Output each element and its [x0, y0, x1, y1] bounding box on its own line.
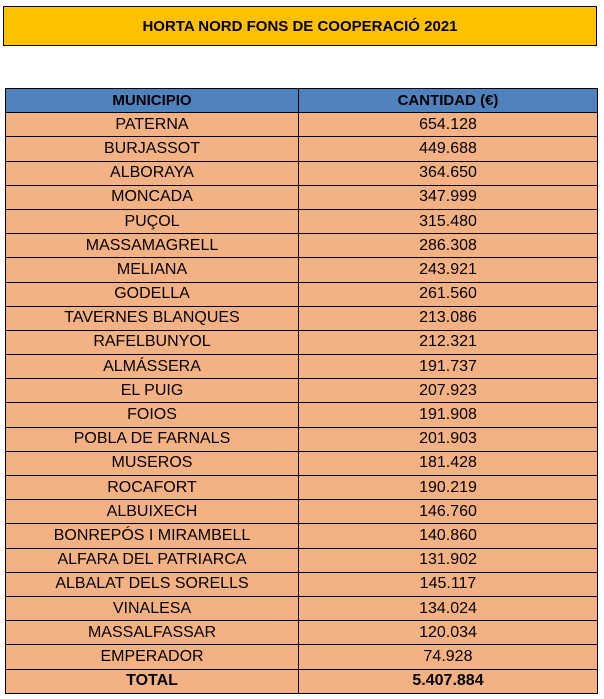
- table-row: [6, 548, 598, 572]
- table-row: [6, 451, 598, 475]
- cantidad-cell: 212.321: [299, 330, 598, 354]
- table-row: [6, 645, 598, 669]
- table-row: [6, 621, 598, 645]
- table-row: [6, 137, 598, 161]
- cantidad-cell: 145.117: [299, 572, 598, 596]
- table-row: [6, 355, 598, 379]
- table-row: [6, 596, 598, 620]
- cantidad-cell: 207.923: [299, 379, 598, 403]
- cantidad-cell: 315.480: [299, 209, 598, 233]
- cantidad-cell: 74.928: [299, 645, 598, 669]
- table-row: [6, 330, 598, 354]
- total-row: [6, 669, 598, 693]
- municipio-cell: ALBALAT DELS SORELLS: [6, 572, 299, 596]
- municipio-cell: ALBORAYA: [6, 161, 299, 185]
- table-row: [6, 234, 598, 258]
- municipio-cell: ALFARA DEL PATRIARCA: [6, 548, 299, 572]
- municipio-cell: GODELLA: [6, 282, 299, 306]
- cantidad-cell: 140.860: [299, 524, 598, 548]
- cantidad-cell: 134.024: [299, 596, 598, 620]
- total-label: TOTAL: [6, 669, 299, 693]
- cantidad-cell: 201.903: [299, 427, 598, 451]
- table-row: [6, 500, 598, 524]
- municipio-cell: BURJASSOT: [6, 137, 299, 161]
- table-header-row: [6, 89, 598, 113]
- table-row: [6, 572, 598, 596]
- table-row: [6, 476, 598, 500]
- table-row: [6, 282, 598, 306]
- municipio-cell: RAFELBUNYOL: [6, 330, 299, 354]
- table-row: [6, 306, 598, 330]
- cantidad-cell: 131.902: [299, 548, 598, 572]
- municipio-cell: TAVERNES BLANQUES: [6, 306, 299, 330]
- municipio-cell: EL PUIG: [6, 379, 299, 403]
- table-row: [6, 161, 598, 185]
- cantidad-cell: 261.560: [299, 282, 598, 306]
- municipio-cell: ALBUIXECH: [6, 500, 299, 524]
- municipio-cell: POBLA DE FARNALS: [6, 427, 299, 451]
- municipio-cell: FOIOS: [6, 403, 299, 427]
- cantidad-cell: 181.428: [299, 451, 598, 475]
- table-row: [6, 403, 598, 427]
- table-body: [6, 113, 598, 669]
- municipio-cell: ALMÁSSERA: [6, 355, 299, 379]
- municipio-cell: MONCADA: [6, 185, 299, 209]
- cantidad-cell: 146.760: [299, 500, 598, 524]
- cantidad-cell: 654.128: [299, 113, 598, 137]
- table-row: [6, 258, 598, 282]
- table-row: [6, 427, 598, 451]
- table-row: [6, 185, 598, 209]
- municipio-cell: MASSALFASSAR: [6, 621, 299, 645]
- municipio-cell: MELIANA: [6, 258, 299, 282]
- total-value: 5.407.884: [299, 669, 598, 693]
- municipio-cell: MASSAMAGRELL: [6, 234, 299, 258]
- cantidad-cell: 120.034: [299, 621, 598, 645]
- municipio-cell: PUÇOL: [6, 209, 299, 233]
- table-row: [6, 379, 598, 403]
- column-header-cantidad: CANTIDAD (€): [299, 89, 598, 113]
- municipio-cell: EMPERADOR: [6, 645, 299, 669]
- cantidad-cell: 286.308: [299, 234, 598, 258]
- cantidad-cell: 243.921: [299, 258, 598, 282]
- funds-table: [5, 88, 598, 694]
- municipio-cell: ROCAFORT: [6, 476, 299, 500]
- cantidad-cell: 191.908: [299, 403, 598, 427]
- cantidad-cell: 449.688: [299, 137, 598, 161]
- table-row: [6, 524, 598, 548]
- cantidad-cell: 191.737: [299, 355, 598, 379]
- table-row: [6, 209, 598, 233]
- cantidad-cell: 190.219: [299, 476, 598, 500]
- document-title: HORTA NORD FONS DE COOPERACIÓ 2021: [3, 6, 597, 46]
- municipio-cell: BONREPÓS I MIRAMBELL: [6, 524, 299, 548]
- table-row: [6, 113, 598, 137]
- municipio-cell: VINALESA: [6, 596, 299, 620]
- column-header-municipio: MUNICIPIO: [6, 89, 299, 113]
- municipio-cell: MUSEROS: [6, 451, 299, 475]
- municipio-cell: PATERNA: [6, 113, 299, 137]
- cantidad-cell: 347.999: [299, 185, 598, 209]
- cantidad-cell: 213.086: [299, 306, 598, 330]
- cantidad-cell: 364.650: [299, 161, 598, 185]
